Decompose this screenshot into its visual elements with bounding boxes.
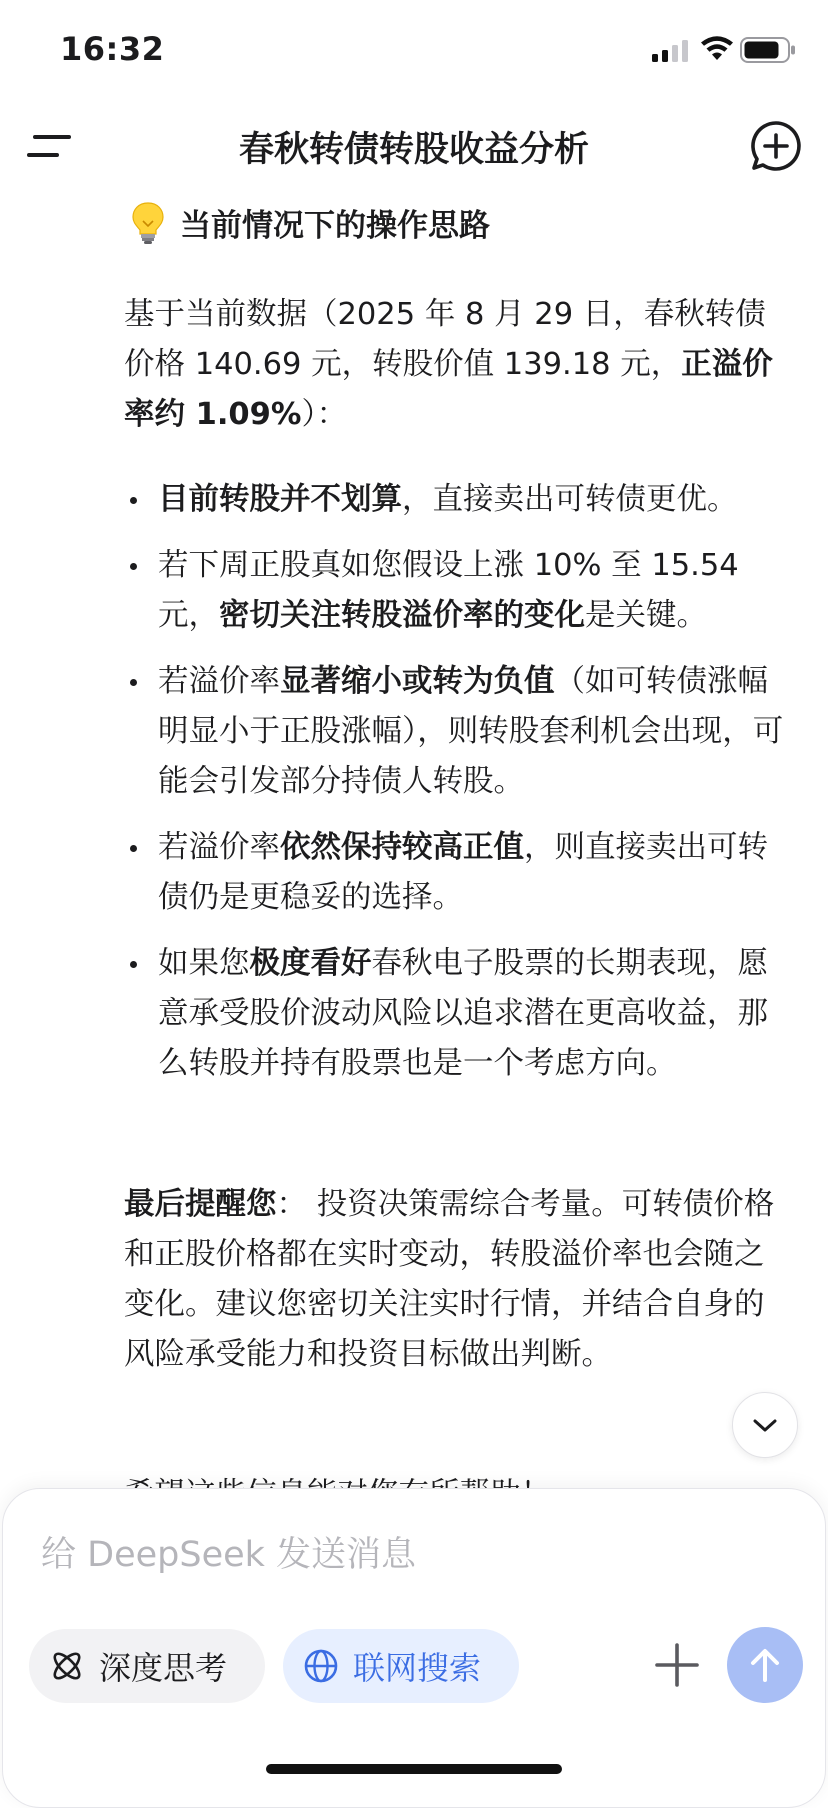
bullet-post: ，则直接卖出可转债仍是更稳妥的选择。 — [158, 830, 768, 915]
status-time: 16:32 — [60, 30, 165, 68]
bullet-bold: 依然保持较高正值 — [280, 830, 524, 865]
list-item — [124, 823, 794, 923]
page-title: 春秋转债转股收益分析 — [238, 130, 589, 170]
bullet-pre: 若溢价率 — [158, 664, 280, 699]
section-heading-text: 当前情况下的操作思路 — [180, 208, 490, 244]
home-indicator — [266, 1764, 562, 1774]
list-item — [124, 939, 794, 1089]
bullet-bold: 目前转股并不划算 — [158, 482, 402, 517]
final-reminder — [124, 1180, 784, 1380]
battery-icon — [740, 37, 796, 63]
list-item — [124, 475, 794, 525]
bullet-post: （如可转债涨幅明显小于正股涨幅），则转股套利机会出现，可能会引发部分持债人转股。 — [158, 664, 784, 799]
list-item — [124, 657, 794, 807]
deep-think-toggle[interactable] — [29, 1629, 265, 1703]
web-search-toggle[interactable] — [283, 1629, 519, 1703]
send-button[interactable] — [727, 1627, 803, 1703]
bullet-bold: 密切关注转股溢价率的变化 — [219, 598, 585, 633]
new-chat-icon[interactable] — [748, 118, 804, 174]
wifi-icon — [700, 36, 734, 62]
message-composer — [2, 1488, 826, 1808]
globe-icon — [303, 1648, 339, 1684]
chat-message — [0, 190, 828, 1490]
bullet-pre: 若溢价率 — [158, 830, 280, 865]
atom-icon — [49, 1648, 85, 1684]
intro-paragraph — [124, 290, 784, 440]
web-search-label: 联网搜索 — [353, 1649, 482, 1687]
bullet-post: 是关键。 — [585, 598, 707, 633]
lightbulb-icon — [130, 201, 166, 245]
bullet-bold: 显著缩小或转为负值 — [280, 664, 555, 699]
final-reminder-bold: 最后提醒您 — [124, 1187, 277, 1222]
bullet-dot — [130, 563, 137, 570]
intro-text: 基于当前数据（2025 年 8 月 29 日，春秋转债价格 140.69 元，转股价值 139.18 元， — [124, 297, 766, 382]
chevron-down-icon — [750, 1415, 780, 1435]
bullet-dot — [130, 497, 137, 504]
scroll-down-button[interactable] — [732, 1392, 798, 1458]
bullet-pre: 如果您 — [158, 946, 250, 981]
arrow-up-icon — [745, 1645, 785, 1685]
bullet-bold: 极度看好 — [249, 946, 372, 981]
bullet-dot — [130, 961, 137, 968]
signal-icon — [652, 40, 692, 62]
bullet-dot — [130, 679, 137, 686]
deep-think-label: 深度思考 — [99, 1649, 228, 1687]
status-bar — [0, 0, 828, 100]
message-input[interactable] — [41, 1525, 741, 1585]
intro-highlight: 正溢价率约 1.09% — [124, 347, 773, 432]
bullet-post: ，直接卖出可转债更优。 — [402, 482, 738, 517]
section-heading — [130, 200, 490, 245]
top-bar — [0, 100, 828, 196]
bullet-pre: 若下周正股真如您假设上涨 10% 至 15.54 元， — [158, 548, 739, 633]
bullet-list — [124, 475, 794, 1105]
final-reminder-text: ： 投资决策需综合考量。可转债价格和正股价格都在实时变动，转股溢价率也会随之变化。建议您密切关注实时行情，并结合自身的风险承受能力和投资目标做出判断。 — [124, 1187, 775, 1372]
bullet-post: 春秋电子股票的长期表现，愿意承受股价波动风险以追求潜在更高收益，那么转股并持有股票也是一个考虑方向。 — [158, 946, 768, 1081]
bullet-dot — [130, 845, 137, 852]
intro-end: ）： — [301, 397, 348, 432]
plus-icon[interactable] — [653, 1641, 701, 1689]
list-item — [124, 541, 794, 641]
